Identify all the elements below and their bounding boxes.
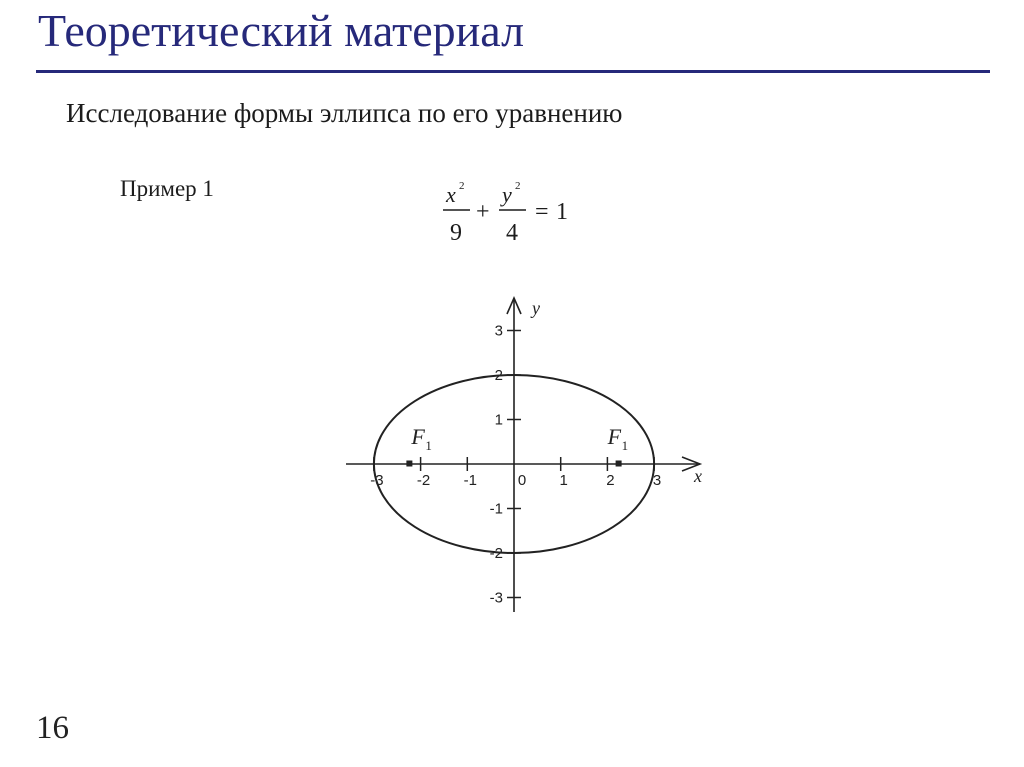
y-tick-label: -1 — [489, 500, 503, 518]
x-tick-label: 0 — [517, 472, 527, 489]
term1-denominator: 9 — [450, 220, 462, 246]
y-tick-label: 1 — [494, 411, 503, 429]
slide-title: Теоретический материал — [38, 5, 525, 56]
slide-subtitle: Исследование формы эллипса по его уравнению — [66, 98, 623, 128]
title-underline — [36, 70, 990, 73]
ellipse-equation — [438, 176, 588, 248]
page-number: 16 — [36, 710, 69, 746]
x-tick-label: -3 — [370, 472, 384, 489]
ellipse-plot — [330, 290, 720, 620]
focus-label-subscript: 1 — [621, 438, 629, 453]
x-tick-label: 3 — [652, 472, 662, 489]
focus-label: F — [411, 424, 425, 449]
x-tick-label: -2 — [416, 472, 431, 489]
term2-denominator: 4 — [506, 220, 518, 246]
focus-point — [406, 461, 412, 467]
equals-sign: = — [535, 199, 549, 225]
y-tick-label: 2 — [494, 367, 503, 384]
plus-sign: + — [476, 199, 490, 225]
focus-point — [616, 461, 622, 467]
x-tick-label: 2 — [606, 472, 615, 489]
term1-numerator: x — [446, 182, 456, 207]
focus-label-subscript: 1 — [425, 438, 432, 453]
focus-label: F — [607, 424, 622, 449]
axes — [346, 298, 700, 612]
y-tick-label: -2 — [489, 545, 503, 562]
term2-exponent: 2 — [515, 180, 521, 192]
y-tick-label: 3 — [494, 322, 503, 340]
x-axis-label: x — [694, 466, 702, 486]
y-tick-label: -3 — [489, 589, 503, 607]
term2-numerator: y — [502, 182, 512, 207]
x-tick-label: -1 — [463, 472, 477, 489]
y-axis-label: y — [532, 298, 540, 318]
x-tick-label: 1 — [559, 472, 568, 489]
term1-exponent: 2 — [459, 180, 465, 192]
example-label: Пример 1 — [120, 176, 214, 201]
equation-rhs: 1 — [556, 199, 568, 225]
